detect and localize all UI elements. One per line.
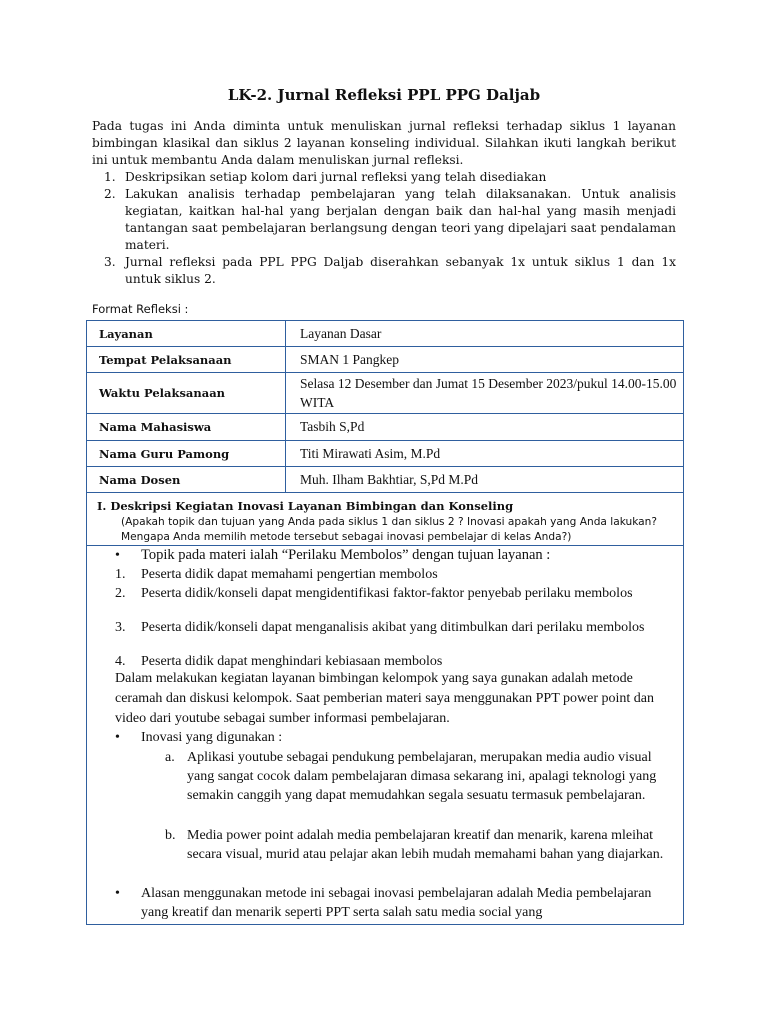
section-header-box [86, 492, 684, 546]
field-label: Nama Dosen [87, 467, 286, 493]
instruction-item [92, 169, 676, 186]
method-paragraph: Dalam melakukan kegiatan layanan bimbingan kelompok yang saya gunakan adalah metode ceramah dan diskusi kelompok. Saat pemberian materi saya menggunakan PPT power point dan video dari youtube sebagai sumber informasi pembelajaran. [115, 671, 654, 726]
format-label: Format Refleksi : [92, 302, 189, 316]
instruction-item [92, 254, 676, 288]
bullet-marker: • [115, 886, 120, 901]
table-row [87, 441, 684, 467]
innovation-letter: b. [165, 828, 176, 843]
instruction-number: 3. [104, 255, 116, 269]
innovation-text: Media power point adalah media pembelajaran kreatif dan menarik, karena mleihat secara visual, murid atau pelajar akan lebih mudah memahami bahan yang diajarkan. [187, 828, 664, 862]
bullet-marker: • [115, 548, 120, 563]
bullet-marker: • [115, 730, 120, 745]
goal-number: 3. [115, 620, 126, 635]
goal-text: Peserta didik dapat menghindari kebiasaan membolos [141, 654, 443, 669]
section-prompt: (Apakah topik dan tujuan yang Anda pada siklus 1 dan siklus 2 ? Inovasi apakah yang Anda lakukan? Mengapa Anda memilih metode tersebut sebagai inovasi pembelajar di kelas Anda?) [121, 516, 658, 543]
table-row [87, 321, 684, 347]
goal-text: Peserta didik/konseli dapat mengidentifikasi faktor-faktor penyebab perilaku membolos [141, 586, 633, 601]
field-label: Nama Mahasiswa [87, 414, 286, 441]
table-row [87, 373, 684, 414]
goal-text: Peserta didik dapat memahami pengertian membolos [141, 567, 438, 582]
table-row [87, 414, 684, 441]
goal-number: 1. [115, 567, 126, 582]
instruction-number: 2. [104, 187, 116, 201]
field-value: Layanan Dasar [286, 321, 684, 347]
instruction-item [92, 186, 676, 254]
innovation-label: Inovasi yang digunakan : [141, 730, 283, 745]
innovation-text: Aplikasi youtube sebagai pendukung pembelajaran, merupakan media audio visual yang sangat cocok dalam pembelajaran dimasa sekarang ini, apalagi teknologi yang semakin canggih yang dapat memudahkan segala sesuatu termasuk pembelajaran. [187, 750, 657, 803]
goal-number: 4. [115, 654, 126, 669]
section-body-box [86, 544, 684, 925]
field-value: Selasa 12 Desember dan Jumat 15 Desember 2023/pukul 14.00-15.00 WITA [286, 373, 684, 414]
goal-number: 2. [115, 586, 126, 601]
field-value: SMAN 1 Pangkep [286, 347, 684, 373]
instruction-text: Lakukan analisis terhadap pembelajaran yang telah dilaksanakan. Untuk analisis kegiatan, kaitkan hal-hal yang berjalan dengan baik dan hal-hal yang masih menjadi tantangan saat pembelajaran berlangsung dengan teori yang dipelajari saat pendalaman materi. [125, 187, 676, 252]
field-label: Layanan [87, 321, 286, 347]
field-label: Waktu Pelaksanaan [87, 373, 286, 414]
intro-paragraph: Pada tugas ini Anda diminta untuk menuliskan jurnal refleksi terhadap siklus 1 layanan bimbingan klasikal dan siklus 2 layanan konseling individual. Silahkan ikuti langkah berikut ini untuk membantu Anda dalam menuliskan jurnal refleksi. [92, 119, 676, 167]
table-row [87, 347, 684, 373]
innovation-letter: a. [165, 750, 175, 765]
field-label: Tempat Pelaksanaan [87, 347, 286, 373]
instruction-text: Jurnal refleksi pada PPL PPG Daljab diserahkan sebanyak 1x untuk siklus 1 dan 1x untuk siklus 2. [125, 255, 676, 286]
instruction-text: Deskripsikan setiap kolom dari jurnal refleksi yang telah disediakan [125, 170, 547, 184]
instruction-list [92, 169, 676, 288]
field-label: Nama Guru Pamong [87, 441, 286, 467]
field-value: Titi Mirawati Asim, M.Pd [286, 441, 684, 467]
topic-line: Topik pada materi ialah “Perilaku Membolos” dengan tujuan layanan : [141, 547, 551, 563]
field-value: Tasbih S,Pd [286, 414, 684, 441]
info-table [86, 320, 684, 493]
section-heading: I. Deskripsi Kegiatan Inovasi Layanan Bimbingan dan Konseling [97, 499, 514, 513]
goal-text: Peserta didik/konseli dapat menganalisis akibat yang ditimbulkan dari perilaku membolos [141, 620, 645, 635]
field-value: Muh. Ilham Bakhtiar, S,Pd M.Pd [286, 467, 684, 493]
instruction-number: 1. [104, 170, 116, 184]
table-row [87, 467, 684, 493]
page-title: LK-2. Jurnal Refleksi PPL PPG Daljab [227, 86, 541, 104]
reason-paragraph: Alasan menggunakan metode ini sebagai inovasi pembelajaran adalah Media pembelajaran yang kreatif dan menarik seperti PPT serta salah satu media social yang [141, 886, 652, 920]
